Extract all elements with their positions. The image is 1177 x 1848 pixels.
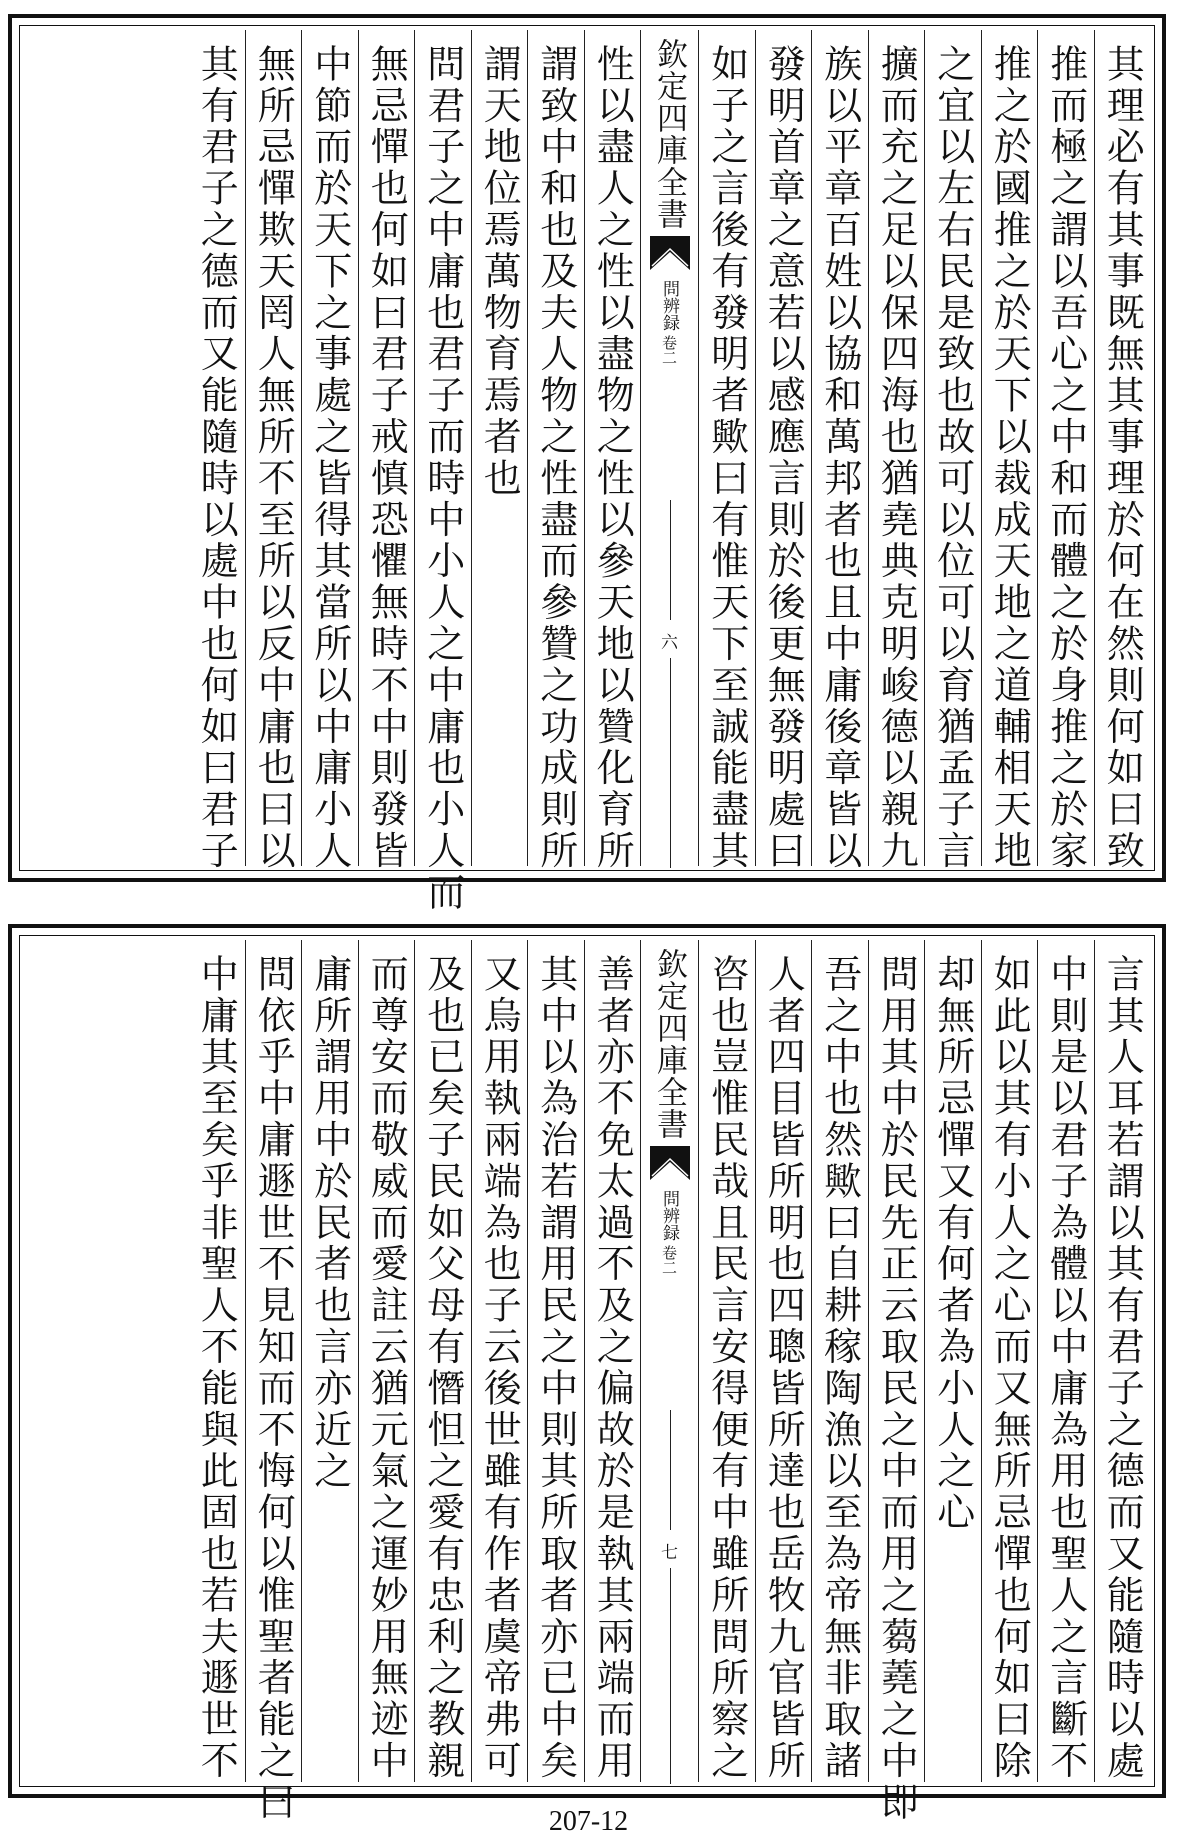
text-column <box>358 30 415 872</box>
fishtail-ornament-icon <box>650 1146 690 1180</box>
center-title: 欽定四庫全書 <box>651 38 687 230</box>
column-text: 謂天地位焉萬物育焉者也 <box>477 44 522 500</box>
text-column <box>981 30 1038 872</box>
center-rule <box>670 1568 671 1784</box>
text-column <box>1037 30 1094 872</box>
text-column <box>414 940 471 1782</box>
text-column <box>188 940 245 1782</box>
text-column <box>1094 30 1151 872</box>
text-column <box>471 940 528 1782</box>
column-text: 擴而充之足以保四海也猶堯典克明峻德以親九 <box>874 44 919 872</box>
column-text: 又烏用執兩端為也子云後世雖有作者虞帝弗可 <box>477 954 522 1782</box>
column-text: 及也已矣子民如父母有憯怛之愛有忠利之教親 <box>420 954 465 1782</box>
text-column <box>471 30 528 866</box>
center-fold-column <box>640 30 698 866</box>
text-column <box>527 940 584 1782</box>
text-column <box>358 940 415 1782</box>
center-fold-column <box>640 940 698 1782</box>
column-text: 之宜以左右民是致也故可以位可以育猶孟子言 <box>930 44 975 872</box>
column-text: 無所忌憚欺天罔人無所不至所以反中庸也曰以 <box>251 44 296 872</box>
text-column <box>698 30 755 872</box>
column-text: 問君子之中庸也君子而時中小人之中庸也小人而 <box>420 44 465 914</box>
text-column <box>584 30 641 872</box>
text-column <box>584 940 641 1782</box>
column-text: 問用其中於民先正云取民之中而用之蒭蕘之中即 <box>874 954 919 1824</box>
text-column <box>868 30 925 872</box>
text-column <box>868 940 925 1824</box>
column-text: 中庸其至矣乎非聖人不能與此固也若夫遯世不 <box>194 954 239 1782</box>
center-rule <box>670 658 671 868</box>
column-text: 推而極之謂以吾心之中和而體之於身推之於家 <box>1043 44 1088 872</box>
column-text: 却無所忌憚又有何者為小人之心 <box>930 954 975 1534</box>
text-column <box>1037 940 1094 1782</box>
center-folio: 六 <box>661 633 678 653</box>
page-number: 207-12 <box>548 1806 629 1837</box>
text-column <box>755 30 812 872</box>
text-column <box>924 940 981 1782</box>
top-page-frame <box>8 14 1166 914</box>
column-text: 其理必有其事既無其事理於何在然則何如曰致 <box>1100 44 1145 872</box>
column-text: 問依乎中庸遯世不見知而不悔何以惟聖者能之曰 <box>251 954 296 1824</box>
center-folio: 七 <box>661 1543 678 1563</box>
text-column <box>188 30 245 872</box>
text-column <box>301 30 358 872</box>
text-column <box>698 940 755 1782</box>
column-text: 言其人耳若謂以其有君子之德而又能隨時以處 <box>1100 954 1145 1782</box>
top-text-block <box>24 30 1150 914</box>
column-text: 庸所謂用中於民者也言亦近之 <box>307 954 352 1493</box>
column-text: 中節而於天下之事處之皆得其當所以中庸小人 <box>307 44 352 872</box>
column-text: 其中以為治若謂用民之中則其所取者亦已中矣 <box>533 954 578 1782</box>
text-column <box>245 30 302 872</box>
column-text: 而尊安而敬威而愛註云猶元氣之運妙用無迹中 <box>364 954 409 1782</box>
center-juan: 卷二 <box>660 335 678 365</box>
column-text: 中則是以君子為體以中庸為用也聖人之言斷不 <box>1043 954 1088 1782</box>
center-rule <box>670 1410 671 1530</box>
column-text: 發明首章之意若以感應言則於後更無發明處曰 <box>761 44 806 872</box>
text-column <box>981 940 1038 1782</box>
text-column <box>811 30 868 872</box>
column-text: 推之於國推之於天下以裁成天地之道輔相天地 <box>987 44 1032 872</box>
column-text: 咨也豈惟民哉且民言安得便有中雖所問所察之 <box>704 954 749 1782</box>
column-text: 無忌憚也何如曰君子戒慎恐懼無時不中則發皆 <box>364 44 409 872</box>
text-column <box>924 30 981 872</box>
text-column <box>414 30 471 914</box>
column-text: 謂致中和也及夫人物之性盡而參贊之功成則所 <box>533 44 578 872</box>
text-column <box>301 940 358 1782</box>
column-text: 其有君子之德而又能隨時以處中也何如曰君子 <box>194 44 239 872</box>
center-title: 欽定四庫全書 <box>651 948 687 1140</box>
column-text: 性以盡人之性以盡物之性以參天地以贊化育所 <box>590 44 635 872</box>
text-column <box>1094 940 1151 1782</box>
text-column <box>755 940 812 1782</box>
column-text: 如子之言後有發明者歟曰有惟天下至誠能盡其 <box>704 44 749 872</box>
center-rule <box>670 500 671 620</box>
column-text: 族以平章百姓以協和萬邦者也且中庸後章皆以 <box>817 44 862 872</box>
column-text: 人者四目皆所明也四聰皆所達也岳牧九官皆所 <box>761 954 806 1782</box>
center-book-title: 問辨録 <box>659 280 679 331</box>
column-text: 善者亦不免太過不及之偏故於是執其兩端而用 <box>590 954 635 1782</box>
column-text: 吾之中也然歟曰自耕稼陶漁以至為帝無非取諸 <box>817 954 862 1782</box>
column-text: 如此以其有小人之心而又無所忌憚也何如曰除 <box>987 954 1032 1782</box>
center-juan: 卷二 <box>660 1245 678 1275</box>
fishtail-ornament-icon <box>650 236 690 270</box>
text-column <box>245 940 302 1824</box>
text-column <box>811 940 868 1782</box>
center-book-title: 問辨録 <box>659 1190 679 1241</box>
text-column <box>527 30 584 872</box>
